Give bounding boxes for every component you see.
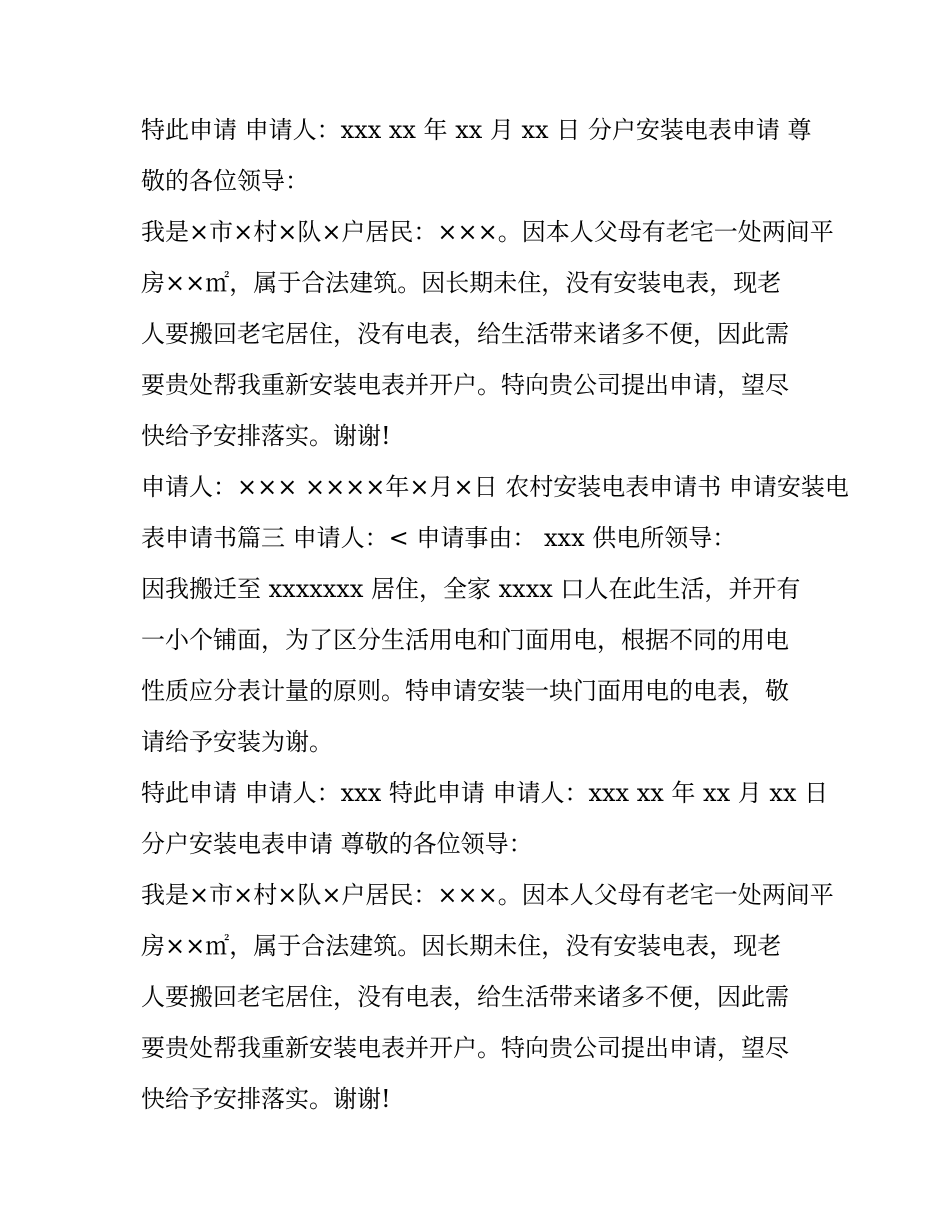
text-line: 人要搬回老宅居住，没有电表，给生活带来诸多不便，因此需 [141, 320, 789, 348]
text-line: 要贵处帮我重新安装电表并开户。特向贵公司提出申请，望尽 [141, 1034, 789, 1062]
text-line: 特此申请 申请人：xxx 特此申请 申请人：xxx xx 年 xx 月 xx 日 [141, 779, 829, 807]
text-line: 敬的各位领导： [141, 167, 309, 195]
text-line: 我是×市×村×队×户居民：×××。因本人父母有老宅一处两间平 [141, 881, 834, 909]
text-line: 人要搬回老宅居住，没有电表，给生活带来诸多不便，因此需 [141, 983, 789, 1011]
text-line: 我是×市×村×队×户居民：×××。因本人父母有老宅一处两间平 [141, 218, 834, 246]
text-line: 一小个铺面，为了区分生活用电和门面用电，根据不同的用电 [141, 626, 789, 654]
text-line: 房××㎡，属于合法建筑。因长期未住，没有安装电表，现老 [141, 269, 782, 297]
text-line: 申请人：××× ××××年×月×日 农村安装电表申请书 申请安装电 [141, 473, 849, 501]
text-line: 要贵处帮我重新安装电表并开户。特向贵公司提出申请，望尽 [141, 371, 789, 399]
text-line: 表申请书篇三 申请人：< 申请事由： xxx 供电所领导： [141, 524, 737, 552]
text-line: 性质应分表计量的原则。特申请安装一块门面用电的电表，敬 [141, 677, 789, 705]
text-line: 快给予安排落实。谢谢! [141, 1085, 391, 1113]
document-body [141, 105, 849, 1125]
text-line: 特此申请 申请人：xxx xx 年 xx 月 xx 日 分户安装电表申请 尊 [141, 116, 812, 144]
text-line: 快给予安排落实。谢谢! [141, 422, 391, 450]
text-line: 请给予安装为谢。 [141, 728, 333, 756]
text-line: 因我搬迁至 xxxxxxx 居住，全家 xxxx 口人在此生活，并开有 [141, 575, 801, 603]
text-line: 房××㎡，属于合法建筑。因长期未住，没有安装电表，现老 [141, 932, 782, 960]
text-line: 分户安装电表申请 尊敬的各位领导： [141, 830, 533, 858]
